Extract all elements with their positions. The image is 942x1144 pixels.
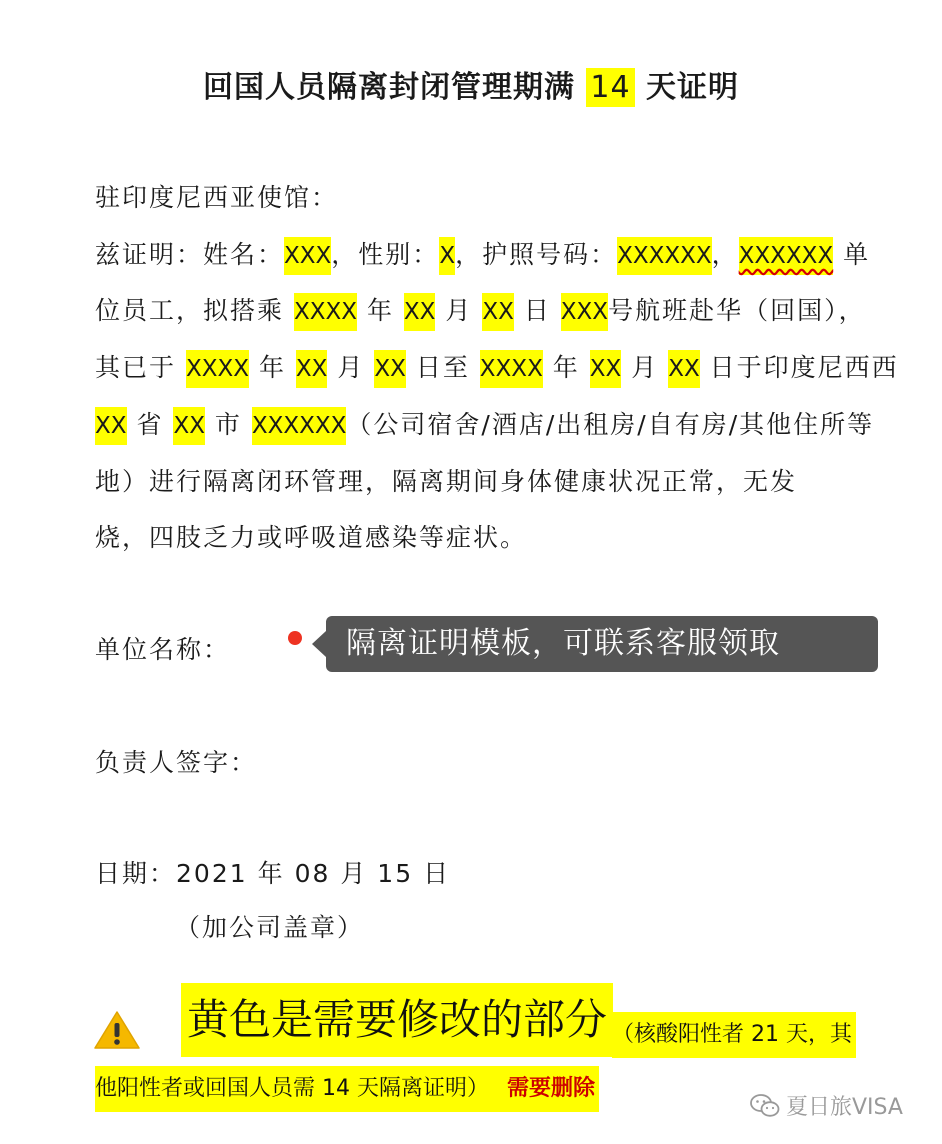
body-text: 月 bbox=[631, 353, 659, 382]
body-line-5: 地）进行隔离闭环管理，隔离期间身体健康状况正常，无发 bbox=[95, 467, 798, 496]
date-year: 2021 bbox=[176, 859, 248, 888]
body-text: 省 bbox=[136, 410, 164, 439]
date-label: 日期： bbox=[95, 859, 177, 888]
from-year-field: XXXX bbox=[186, 350, 249, 388]
stamp-note: （加公司盖章） bbox=[175, 913, 365, 942]
body-text: 月 bbox=[337, 353, 365, 382]
body-text: 号航班赴华（回国）， bbox=[608, 296, 866, 325]
signature-label: 负责人签字： bbox=[95, 748, 258, 777]
delete-label: 需要删除 bbox=[506, 1076, 595, 1101]
body-text: 日至 bbox=[415, 353, 470, 382]
document-title bbox=[0, 62, 942, 106]
body-line-6: 烧，四肢乏力或呼吸道感染等症状。 bbox=[95, 523, 528, 552]
date-line bbox=[95, 854, 450, 890]
body-text: 兹证明：姓名： bbox=[95, 240, 285, 269]
to-year-field: XXXX bbox=[480, 350, 543, 388]
title-days-highlight: 14 bbox=[586, 68, 634, 107]
flight-month-field: XX bbox=[404, 293, 436, 331]
province-field: XX bbox=[95, 407, 127, 445]
body-text: 市 bbox=[214, 410, 242, 439]
flight-day-field: XX bbox=[482, 293, 514, 331]
body-text: 年 bbox=[366, 296, 394, 325]
note-detail-text: 他阳性者或回国人员需 14 天隔离证明） bbox=[95, 1076, 489, 1101]
recipient-line: 驻印度尼西亚使馆： bbox=[95, 183, 339, 212]
from-day-field: XX bbox=[374, 350, 406, 388]
body-text: 月 bbox=[445, 296, 473, 325]
body-text: 月 bbox=[340, 859, 368, 888]
title-text-end: 天证明 bbox=[646, 70, 740, 105]
body-line-1 bbox=[95, 235, 870, 271]
flight-year-field: XXXX bbox=[294, 293, 357, 331]
annotation-dot bbox=[288, 631, 302, 645]
to-day-field: XX bbox=[668, 350, 700, 388]
body-text: 年 bbox=[257, 859, 285, 888]
body-text: 其已于 bbox=[95, 353, 177, 382]
body-text: 位员工，拟搭乘 bbox=[95, 296, 285, 325]
template-tooltip: 隔离证明模板，可联系客服领取 bbox=[326, 616, 878, 672]
tooltip-arrow bbox=[312, 631, 326, 657]
passport-field: XXXXXX bbox=[617, 237, 712, 275]
unit-name-label: 单位名称： bbox=[95, 635, 231, 664]
body-text: ， bbox=[711, 240, 739, 269]
body-text: 年 bbox=[258, 353, 286, 382]
body-text: 日于印度尼西西 bbox=[709, 353, 899, 382]
address-field: XXXXXX bbox=[252, 407, 347, 445]
body-line-3 bbox=[95, 348, 899, 384]
body-text: （公司宿舍/酒店/出租房/自有房/其他住所等 bbox=[346, 410, 875, 439]
city-field: XX bbox=[173, 407, 205, 445]
note-detail-line-1: （核酸阳性者 21 天，其 bbox=[612, 1012, 856, 1058]
body-text: 年 bbox=[552, 353, 580, 382]
body-text: ，护照号码： bbox=[455, 240, 618, 269]
body-text: 日 bbox=[423, 859, 451, 888]
name-field: XXX bbox=[284, 237, 331, 275]
body-line-2 bbox=[95, 291, 866, 327]
warning-icon bbox=[94, 1010, 140, 1050]
gender-field: X bbox=[439, 237, 455, 275]
body-text: ，性别： bbox=[331, 240, 440, 269]
from-month-field: XX bbox=[296, 350, 328, 388]
note-main: 黄色是需要修改的部分 bbox=[181, 983, 613, 1057]
body-text: 日 bbox=[523, 296, 551, 325]
watermark-text: 夏日旅VISA bbox=[786, 1095, 903, 1120]
date-month: 08 bbox=[294, 859, 331, 888]
date-day: 15 bbox=[377, 859, 414, 888]
watermark bbox=[750, 1090, 903, 1121]
wechat-icon bbox=[750, 1093, 780, 1119]
flight-number-field: XXX bbox=[561, 293, 608, 331]
body-line-4 bbox=[95, 405, 874, 441]
to-month-field: XX bbox=[590, 350, 622, 388]
body-text: 单 bbox=[843, 240, 871, 269]
note-detail-line-2 bbox=[95, 1066, 599, 1112]
company-field: XXXXXX bbox=[739, 237, 834, 275]
title-text: 回国人员隔离封闭管理期满 bbox=[202, 70, 575, 105]
